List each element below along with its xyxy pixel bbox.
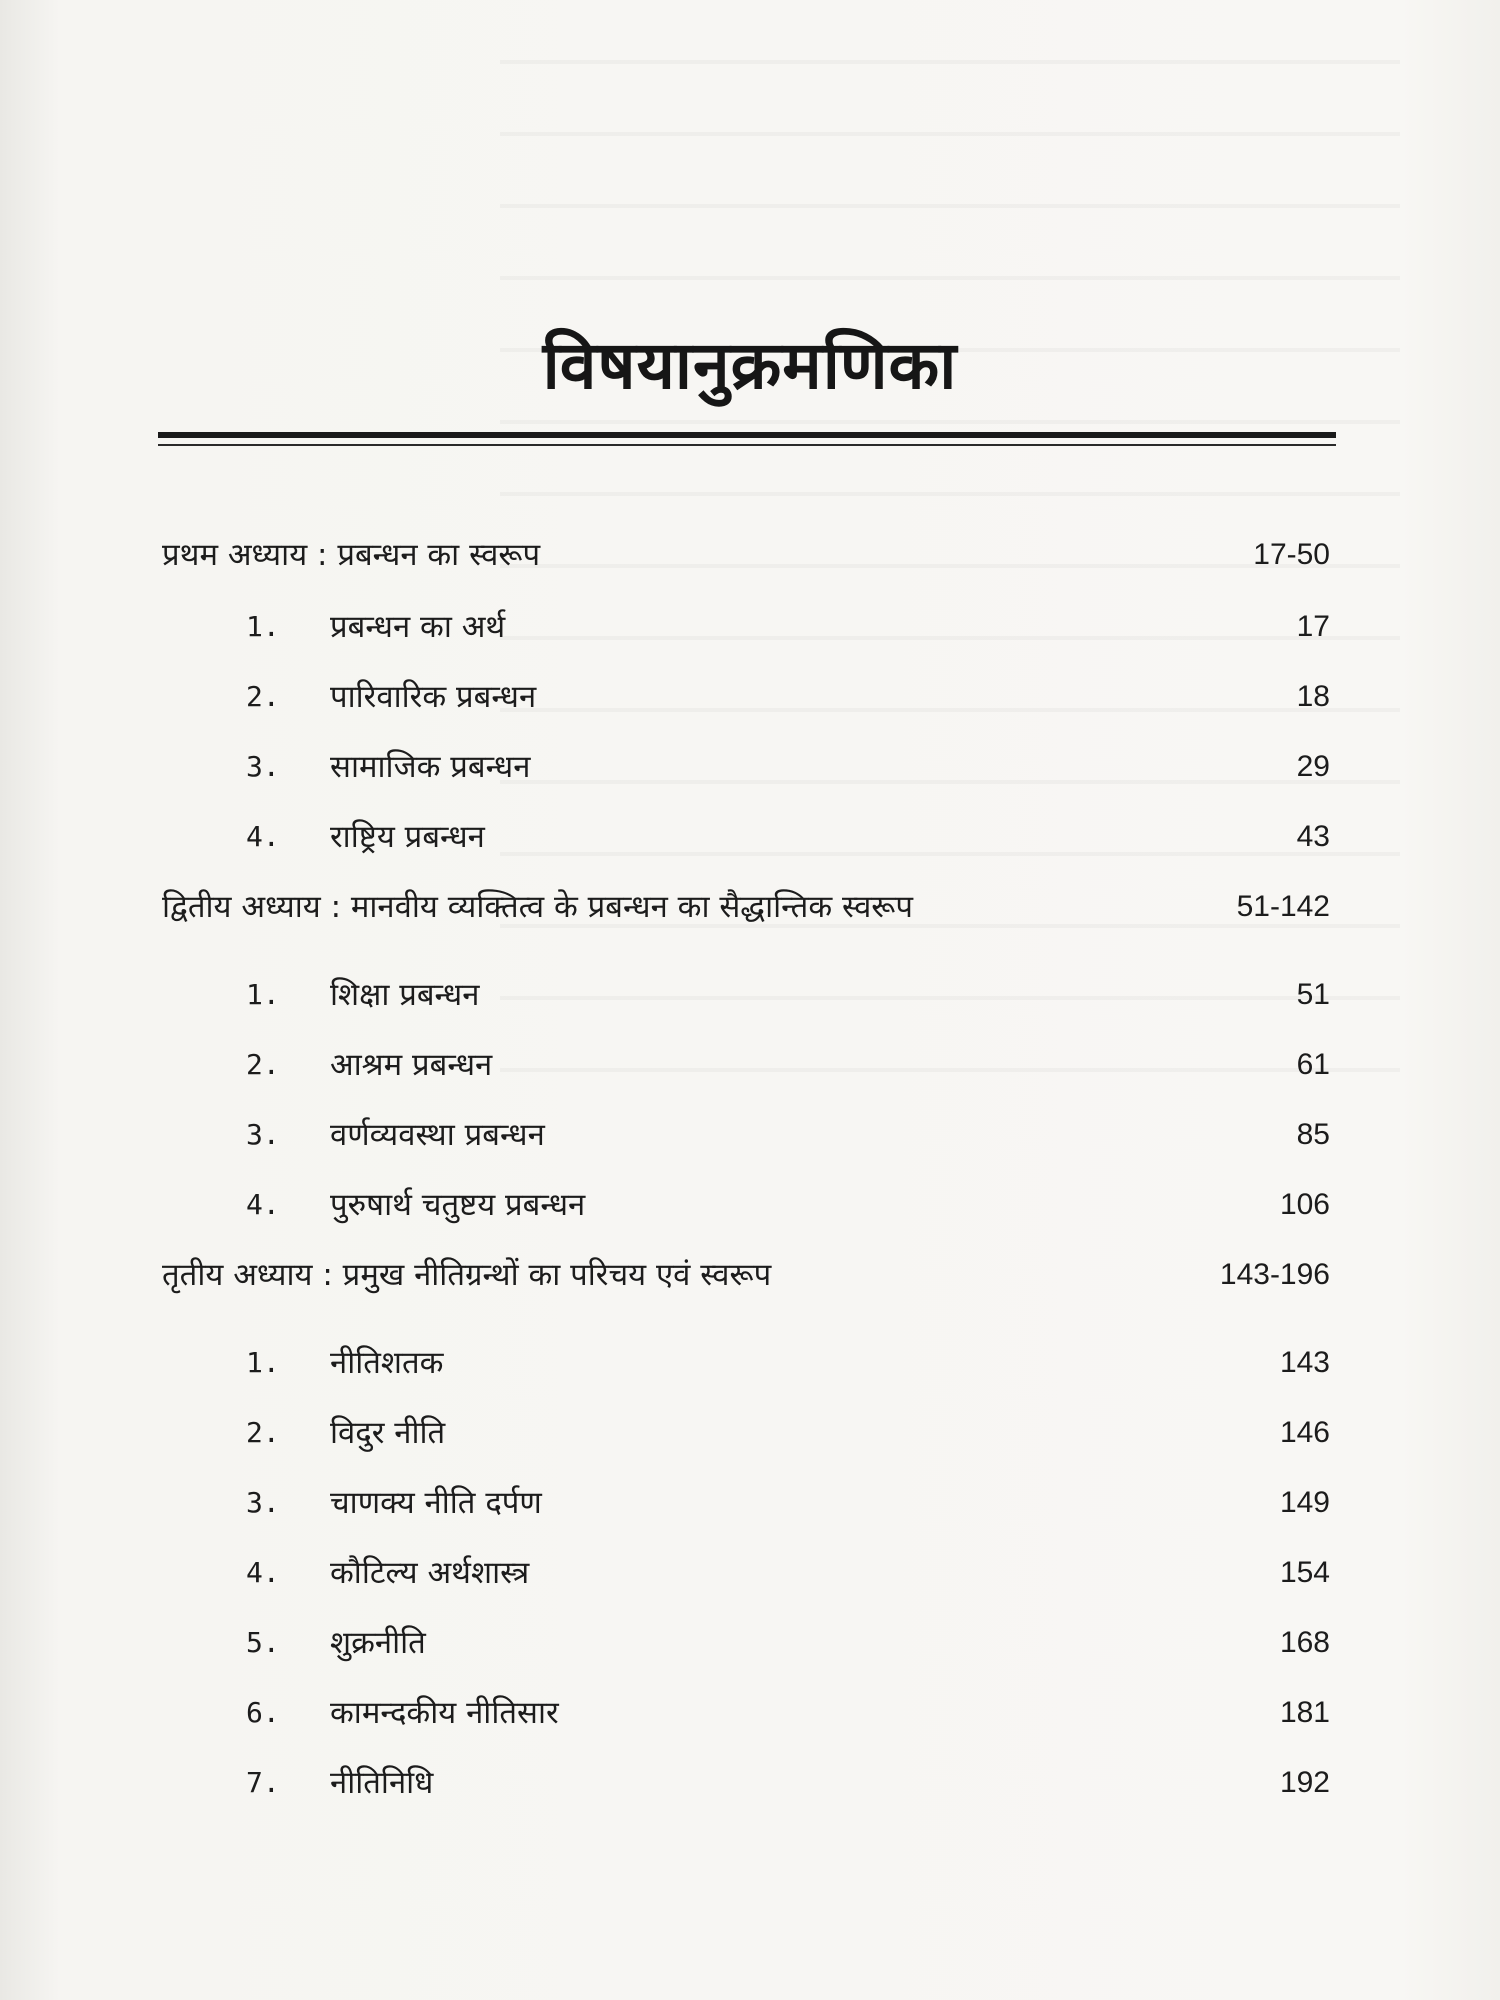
item-label: शिक्षा प्रबन्धन (330, 977, 480, 1013)
title-rule-thin (158, 444, 1336, 446)
item-page: 61 (1296, 1048, 1330, 1081)
toc-item (158, 662, 1330, 732)
item-page: 43 (1296, 820, 1330, 853)
item-number: 1. (246, 610, 280, 643)
item-label: चाणक्य नीति दर्पण (330, 1485, 542, 1521)
toc-item (158, 1100, 1330, 1170)
toc-item (158, 732, 1330, 802)
item-page: 146 (1279, 1416, 1330, 1449)
item-number: 4. (246, 1188, 280, 1221)
table-of-contents (158, 520, 1330, 1818)
item-page: 143 (1279, 1346, 1330, 1379)
item-label: राष्ट्रिय प्रबन्धन (330, 819, 485, 855)
item-number: 3. (246, 1118, 280, 1151)
item-number: 1. (246, 978, 280, 1011)
item-number: 1. (246, 1346, 280, 1379)
item-label: कौटिल्य अर्थशास्त्र (330, 1555, 530, 1591)
item-number: 3. (246, 1486, 280, 1519)
chapter-label: द्वितीय अध्याय : मानवीय व्यक्तित्व के प्रबन्धन का सैद्धान्तिक स्वरूप (162, 889, 913, 925)
item-label: नीतिशतक (330, 1345, 444, 1381)
chapter-label: प्रथम अध्याय : प्रबन्धन का स्वरूप (162, 537, 541, 573)
item-label: शुक्रनीति (330, 1625, 426, 1661)
toc-item (158, 1398, 1330, 1468)
item-label: सामाजिक प्रबन्धन (330, 749, 531, 785)
item-number: 4. (246, 1556, 280, 1589)
chapter-page-range: 143-196 (1219, 1258, 1330, 1291)
item-page: 149 (1279, 1486, 1330, 1519)
item-page: 18 (1296, 680, 1330, 713)
item-page: 85 (1296, 1118, 1330, 1151)
item-number: 7. (246, 1766, 280, 1799)
item-label: पुरुषार्थ चतुष्टय प्रबन्धन (330, 1187, 586, 1223)
chapter-heading (158, 520, 1330, 592)
chapter-heading (158, 872, 1330, 960)
chapter-heading (158, 1240, 1330, 1328)
item-page: 192 (1279, 1766, 1330, 1799)
item-label: आश्रम प्रबन्धन (330, 1047, 493, 1083)
item-page: 154 (1279, 1556, 1330, 1589)
item-number: 6. (246, 1696, 280, 1729)
item-page: 168 (1279, 1626, 1330, 1659)
item-number: 3. (246, 750, 280, 783)
toc-item (158, 1748, 1330, 1818)
page-title: विषयानुक्रमणिका (542, 327, 958, 404)
item-page: 51 (1296, 978, 1330, 1011)
title-rule-thick (158, 432, 1336, 438)
toc-item (158, 1468, 1330, 1538)
toc-item (158, 1170, 1330, 1240)
item-label: नीतिनिधि (330, 1765, 434, 1801)
chapter-page-range: 17-50 (1253, 538, 1330, 571)
item-page: 29 (1296, 750, 1330, 783)
toc-item (158, 592, 1330, 662)
item-page: 181 (1279, 1696, 1330, 1729)
toc-item (158, 960, 1330, 1030)
toc-item (158, 1030, 1330, 1100)
item-number: 5. (246, 1626, 280, 1659)
item-page: 17 (1296, 610, 1330, 643)
toc-item (158, 1328, 1330, 1398)
item-label: वर्णव्यवस्था प्रबन्धन (330, 1117, 545, 1153)
item-label: प्रबन्धन का अर्थ (330, 609, 506, 645)
item-label: पारिवारिक प्रबन्धन (330, 679, 537, 715)
item-number: 2. (246, 1416, 280, 1449)
item-label: विदुर नीति (330, 1415, 446, 1451)
toc-item (158, 802, 1330, 872)
toc-item (158, 1678, 1330, 1748)
item-number: 2. (246, 680, 280, 713)
item-label: कामन्दकीय नीतिसार (330, 1695, 559, 1731)
chapter-page-range: 51-142 (1236, 890, 1330, 923)
item-page: 106 (1279, 1188, 1330, 1221)
toc-item (158, 1538, 1330, 1608)
chapter-label: तृतीय अध्याय : प्रमुख नीतिग्रन्थों का परिचय एवं स्वरूप (162, 1257, 772, 1293)
toc-item (158, 1608, 1330, 1678)
item-number: 2. (246, 1048, 280, 1081)
item-number: 4. (246, 820, 280, 853)
